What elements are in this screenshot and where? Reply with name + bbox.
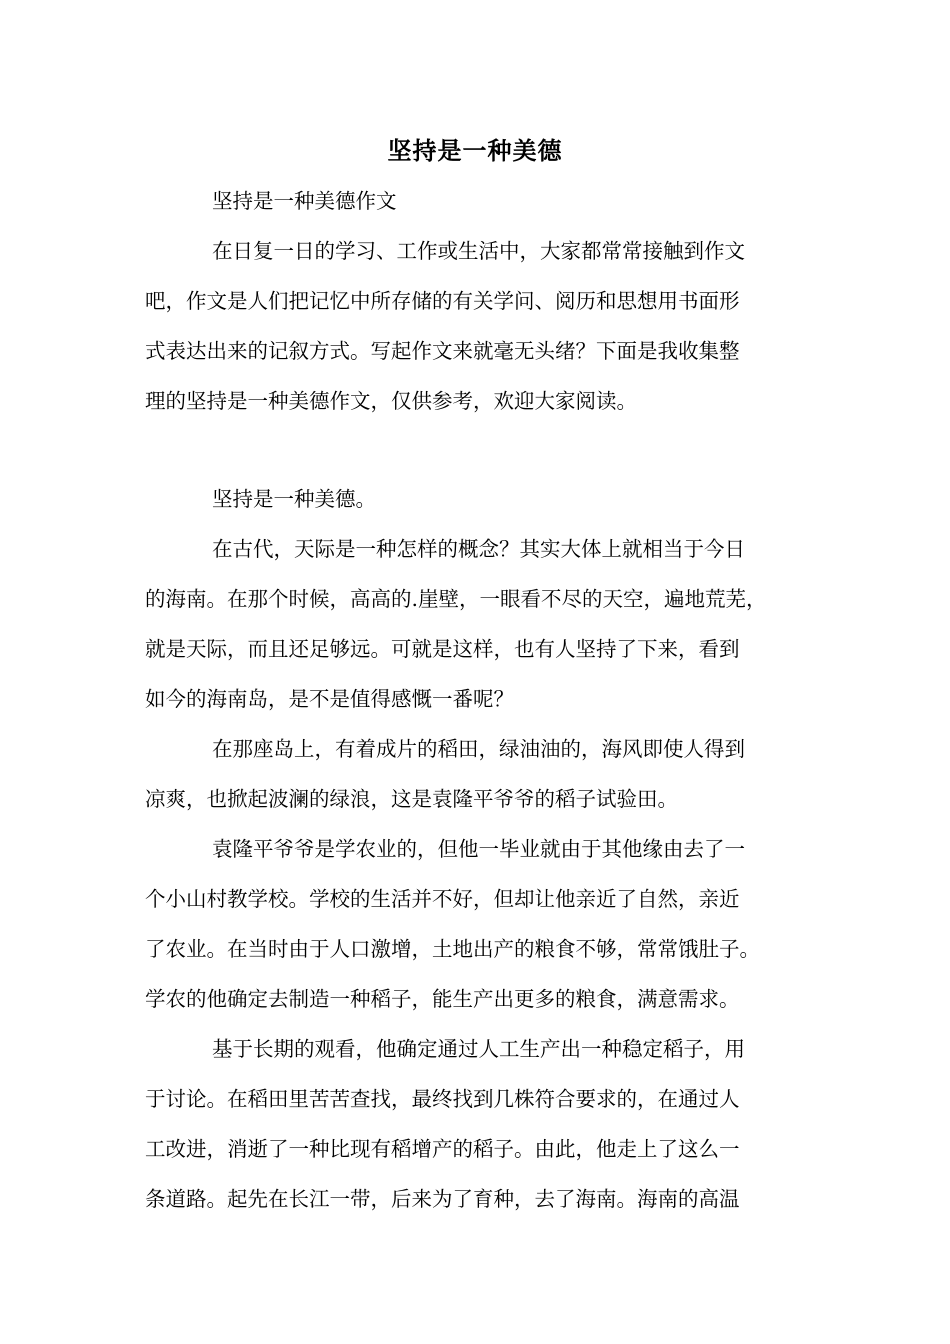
paragraph-2-line-2: 凉爽，也掀起波澜的绿浪，这是袁隆平爷爷的稻子试验田。 [145, 787, 678, 811]
paragraph-1-line-2: 的海南。在那个时候，高高的.崖壁，一眼看不尽的天空，遍地荒芜， [145, 587, 767, 611]
paragraph-4-line-4: 条道路。起先在长江一带，后来为了育种，去了海南。海南的高温 [145, 1187, 740, 1211]
intro-heading: 坚持是一种美德作文 [212, 189, 397, 213]
paragraph-3-line-2: 个小山村教学校。学校的生活并不好，但却让他亲近了自然，亲近 [145, 887, 740, 911]
intro-line-1: 在日复一日的学习、工作或生活中，大家都常常接触到作文 [212, 239, 745, 263]
paragraph-1-line-4: 如今的海南岛，是不是值得感慨一番呢？ [145, 687, 514, 711]
paragraph-4-line-3: 工改进，消逝了一种比现有稻增产的稻子。由此，他走上了这么一 [145, 1137, 740, 1161]
intro-section [145, 176, 825, 426]
paragraph-4-line-2: 于讨论。在稻田里苦苦查找，最终找到几株符合要求的，在通过人 [145, 1087, 740, 1111]
intro-line-3: 式表达出来的记叙方式。写起作文来就毫无头绪？下面是我收集整 [145, 339, 740, 363]
intro-line-4: 理的坚持是一种美德作文，仅供参考，欢迎大家阅读。 [145, 389, 637, 413]
paragraph-2-line-1: 在那座岛上，有着成片的稻田，绿油油的，海风即使人得到 [212, 737, 745, 761]
document-title: 坚持是一种美德 [387, 136, 563, 165]
essay-section [145, 474, 825, 1224]
paragraph-1-line-1: 在古代，天际是一种怎样的概念？其实大体上就相当于今日 [212, 537, 745, 561]
paragraph-3-line-4: 学农的他确定去制造一种稻子，能生产出更多的粮食，满意需求。 [145, 987, 740, 1011]
paragraph-1-line-3: 就是天际，而且还足够远。可就是这样，也有人坚持了下来，看到 [145, 637, 740, 661]
intro-line-2: 吧，作文是人们把记忆中所存储的有关学问、阅历和思想用书面形 [145, 289, 740, 313]
paragraph-3-line-3: 了农业。在当时由于人口激增，土地出产的粮食不够，常常饿肚子。 [145, 937, 760, 961]
paragraph-4-line-1: 基于长期的观看，他确定通过人工生产出一种稳定稻子，用 [212, 1037, 745, 1061]
paragraph-3-line-1: 袁隆平爷爷是学农业的，但他一毕业就由于其他缘由去了一 [212, 837, 745, 861]
essay-heading: 坚持是一种美德。 [212, 487, 376, 511]
